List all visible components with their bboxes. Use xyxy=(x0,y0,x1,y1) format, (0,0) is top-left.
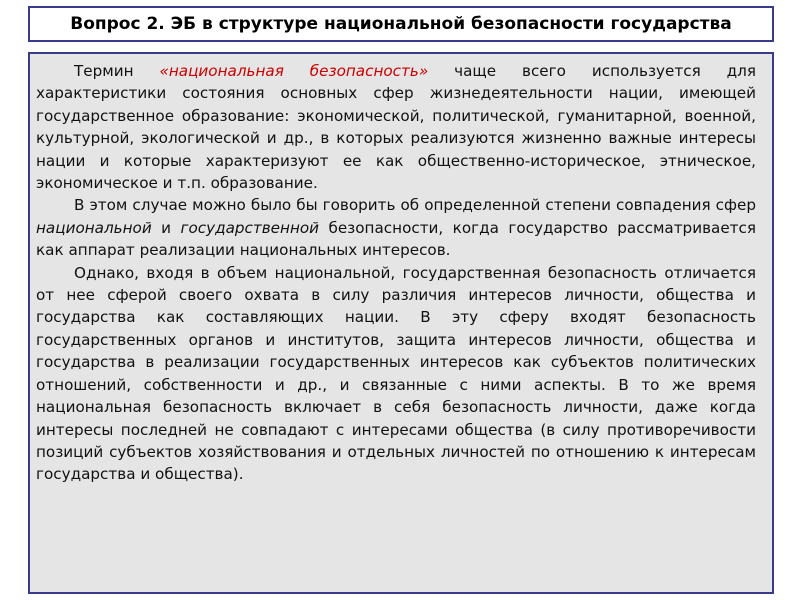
paragraph-2-mid: и xyxy=(151,218,181,237)
paragraph-1-rest: чаще всего используется для характеристики состояния основных сфер жизнедеятельности нации, имеющей государственное образование: экономической, политической, гуманитарной, военной, культурной, экологической и др., в которых реализуются жизненно важные интересы нации и которые характеризуют ее как общественно-историческое, этническое, экономическое и т.п. образование. xyxy=(36,62,756,193)
italic-national: национальной xyxy=(36,218,152,237)
content-box xyxy=(28,52,774,594)
paragraph-2-rest: безопасности, когда государство рассматривается как аппарат реализации национальных интересов. xyxy=(36,218,756,260)
paragraph-3-text: Однако, входя в объем национальной, государственная безопасность отличается от нее сферой своего охвата в силу различия интересов личности, общества и государства как составляющих нации. В эту сферу входят безопасность государственных органов и институтов, защита интересов личности, общества и государства в реализации государственных интересов как субъектов политических отношений, собственности и др., и связанные с ними аспекты. В то же время национальная безопасность включает в себя безопасность личности, даже когда интересы последней не совпадают с интересами общества (в силу противоречивости позиций субъектов хозяйствования и отдельных личностей по отношению к интересам государства и общества). xyxy=(36,263,756,484)
page-title: Вопрос 2. ЭБ в структуре национальной безопасности государства xyxy=(70,14,732,34)
title-box xyxy=(28,6,774,42)
paragraph-2-start: В этом случае можно было бы говорить об определенной степени совпадения сфер xyxy=(74,196,756,215)
paragraph-3 xyxy=(36,262,756,486)
paragraph-1-start: Термин xyxy=(74,62,160,80)
paragraph-2 xyxy=(36,194,756,261)
term-highlight: «национальная безопасность» xyxy=(159,62,429,80)
paragraph-1 xyxy=(36,60,756,194)
italic-state: государственной xyxy=(180,218,320,237)
